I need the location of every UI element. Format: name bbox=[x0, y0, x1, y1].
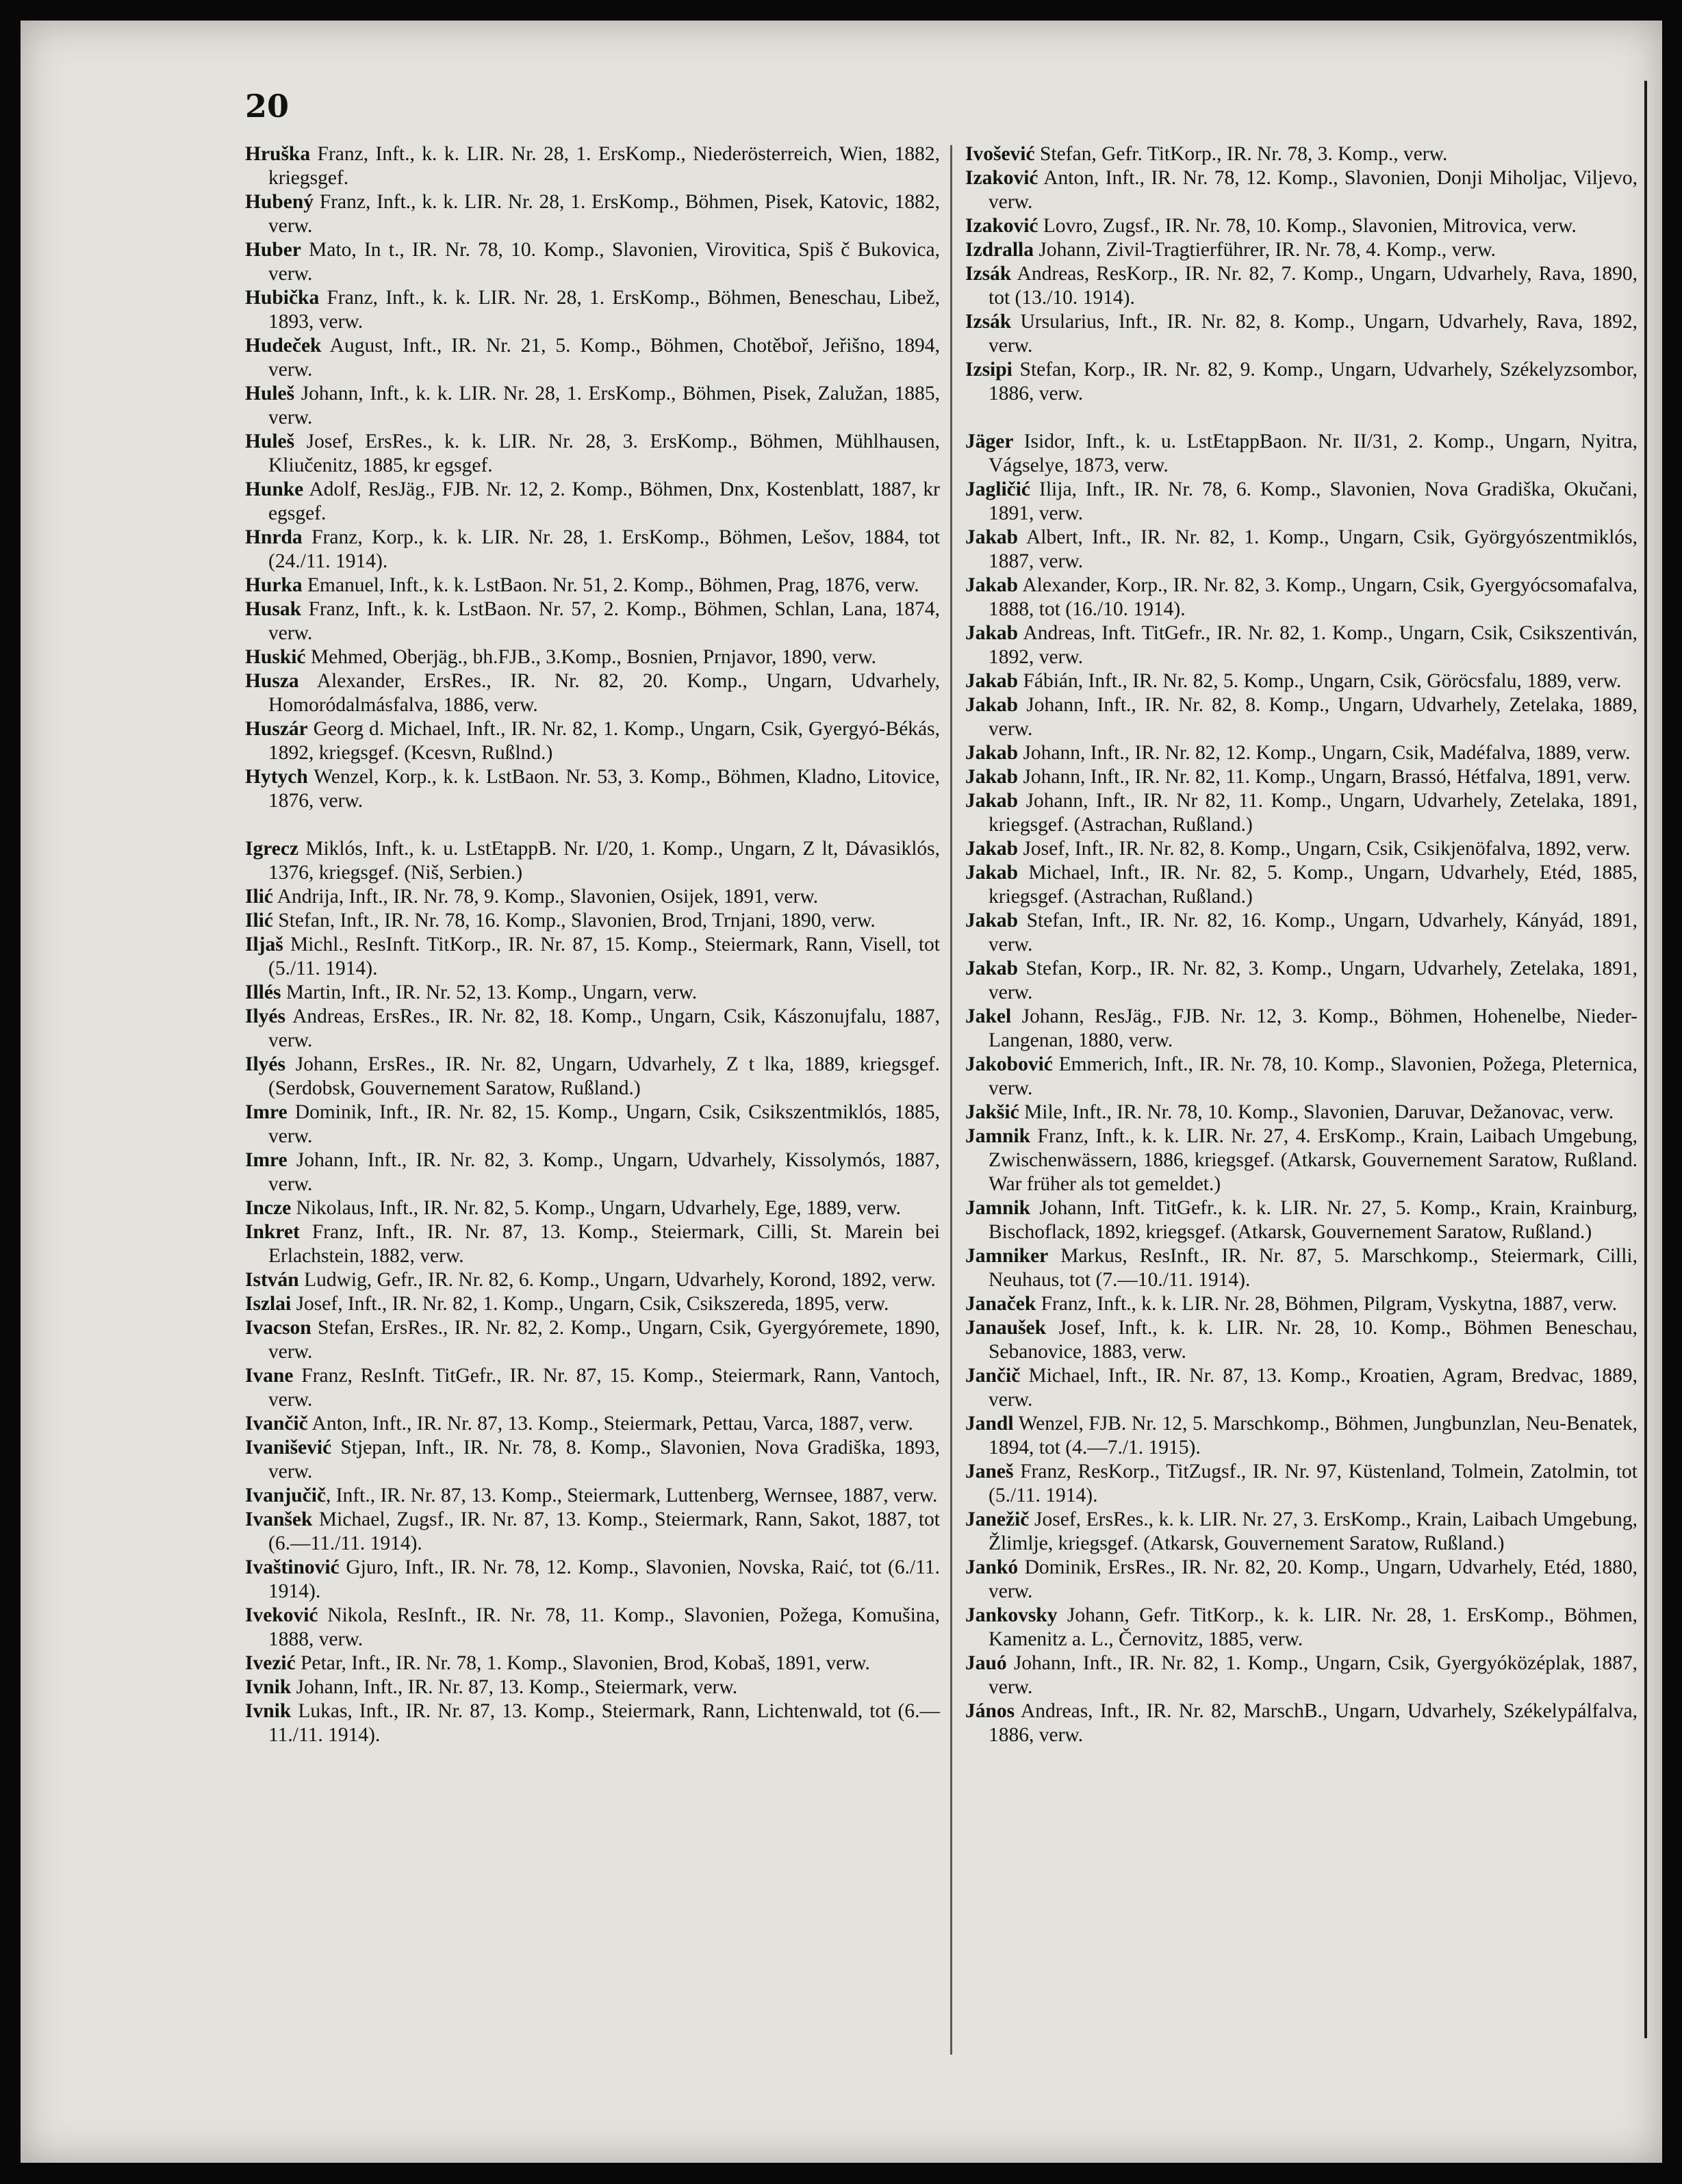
casualty-entry bbox=[965, 1699, 1638, 1747]
entry-surname: Hnrda bbox=[245, 526, 303, 548]
entry-surname: Imre bbox=[245, 1149, 288, 1171]
casualty-entry bbox=[965, 1053, 1638, 1101]
entry-surname: Iszlai bbox=[245, 1293, 292, 1315]
casualty-entry bbox=[245, 142, 940, 190]
entry-details: Andrija, Inft., IR. Nr. 78, 9. Komp., Slavonien, Osijek, 1891, verw. bbox=[272, 886, 819, 908]
entry-details: Michael, Zugsf., IR. Nr. 87, 13. Komp., Steiermark, Rann, Sakot, 1887, tot (6.—11./11. 1914). bbox=[268, 1508, 940, 1554]
entry-surname: Ivnik bbox=[245, 1700, 292, 1722]
entry-surname: Jančič bbox=[965, 1365, 1021, 1387]
entry-surname: Jakab bbox=[965, 862, 1019, 884]
casualty-entry bbox=[245, 1268, 940, 1292]
entry-surname: Jakab bbox=[965, 622, 1019, 644]
entry-surname: Izsák bbox=[965, 311, 1012, 333]
entry-surname: Ivnik bbox=[245, 1676, 292, 1698]
entry-surname: Jakobović bbox=[965, 1053, 1053, 1075]
entry-details: Adolf, ResJäg., FJB. Nr. 12, 2. Komp., Böhmen, Dnx, Kostenblatt, 1887, kr egsgef. bbox=[268, 478, 940, 524]
casualty-entry bbox=[245, 909, 940, 933]
casualty-entry bbox=[245, 1604, 940, 1652]
entry-surname: Ivančič bbox=[245, 1413, 308, 1435]
casualty-entry bbox=[245, 981, 940, 1005]
casualty-entry bbox=[245, 382, 940, 430]
casualty-entry bbox=[245, 1436, 940, 1484]
entry-details: Franz, Korp., k. k. LIR. Nr. 28, 1. ErsKomp., Böhmen, Lešov, 1884, tot (24./11. 1914). bbox=[268, 526, 940, 572]
casualty-entry bbox=[965, 1460, 1638, 1508]
casualty-entry bbox=[245, 430, 940, 478]
entry-details: Franz, Inft., k. k. LIR. Nr. 28, Böhmen, Pilgram, Vyskytna, 1887, verw. bbox=[1036, 1293, 1618, 1315]
casualty-entry bbox=[245, 837, 940, 885]
casualty-entry bbox=[245, 1220, 940, 1268]
casualty-entry bbox=[245, 1005, 940, 1053]
casualty-entry bbox=[245, 1364, 940, 1412]
entry-surname: Hurka bbox=[245, 574, 303, 596]
casualty-entry bbox=[965, 1316, 1638, 1364]
entry-surname: Ivacson bbox=[245, 1317, 311, 1339]
entry-details: Franz, ResKorp., TitZugsf., IR. Nr. 97, Küstenland, Tolmein, Zatolmin, tot (5./11. 1914). bbox=[989, 1461, 1638, 1506]
casualty-entry bbox=[245, 238, 940, 286]
entry-surname: Ivane bbox=[245, 1365, 294, 1387]
casualty-entry bbox=[965, 741, 1638, 765]
entry-surname: Iveković bbox=[245, 1604, 318, 1626]
entry-surname: Jamnik bbox=[965, 1125, 1031, 1147]
entry-details: Markus, ResInft., IR. Nr. 87, 5. Marschkomp., Steiermark, Cilli, Neuhaus, tot (7.—10./11. 1914). bbox=[989, 1245, 1638, 1291]
casualty-entry bbox=[245, 598, 940, 645]
entry-details: Lukas, Inft., IR. Nr. 87, 13. Komp., Steiermark, Rann, Lichtenwald, tot (6.—11./11. 1914). bbox=[268, 1700, 940, 1746]
entry-details: Mile, Inft., IR. Nr. 78, 10. Komp., Slavonien, Daruvar, Dežanovac, verw. bbox=[1019, 1101, 1614, 1123]
entry-details: Anton, Inft., IR. Nr. 87, 13. Komp., Steiermark, Pettau, Varca, 1887, verw. bbox=[307, 1413, 913, 1435]
entry-details: Georg d. Michael, Inft., IR. Nr. 82, 1. Komp., Ungarn, Csik, Gyergyó-Békás, 1892, kriegsgef. (Kcesvn, Rußlnd.) bbox=[268, 718, 940, 764]
entry-surname: Hruška bbox=[245, 143, 311, 165]
entry-details: Johann, Inft., IR. Nr 82, 11. Komp., Ungarn, Udvarhely, Zetelaka, 1891, kriegsgef. (Astrachan, Rußland.) bbox=[989, 790, 1638, 836]
casualty-entry bbox=[965, 238, 1638, 262]
casualty-entry bbox=[965, 1364, 1638, 1412]
entry-surname: Husak bbox=[245, 598, 301, 620]
casualty-entry bbox=[245, 765, 940, 813]
entry-details: Emmerich, Inft., IR. Nr. 78, 10. Komp., Slavonien, Požega, Pleternica, verw. bbox=[989, 1053, 1638, 1099]
entry-details: Ilija, Inft., IR. Nr. 78, 6. Komp., Slavonien, Nova Gradiška, Okučani, 1891, verw. bbox=[989, 478, 1638, 524]
entry-surname: Ilić bbox=[245, 910, 273, 932]
entry-details: Stefan, Korp., IR. Nr. 82, 9. Komp., Ungarn, Udvarhely, Székelyzsombor, 1886, verw. bbox=[989, 359, 1638, 404]
casualty-entry bbox=[965, 1244, 1638, 1292]
entry-details: Anton, Inft., IR. Nr. 78, 12. Komp., Slavonien, Donji Miholjac, Viljevo, verw. bbox=[989, 167, 1638, 213]
entry-surname: Hubený bbox=[245, 191, 314, 213]
entry-details: Johann, Inft., IR. Nr. 82, 11. Komp., Ungarn, Brassó, Hétfalva, 1891, verw. bbox=[1018, 766, 1631, 788]
entry-details: Nikola, ResInft., IR. Nr. 78, 11. Komp., Slavonien, Požega, Komušina, 1888, verw. bbox=[268, 1604, 940, 1650]
entry-details: , Inft., IR. Nr. 87, 13. Komp., Steiermark, Luttenberg, Wernsee, 1887, verw. bbox=[326, 1485, 938, 1506]
entry-surname: Jankovsky bbox=[965, 1604, 1058, 1626]
entry-details: Miklós, Inft., k. u. LstEtappB. Nr. I/20, 1. Komp., Ungarn, Z lt, Dávasiklós, 1376, kriegsgef. (Niš, Serbien.) bbox=[268, 838, 940, 884]
casualty-entry bbox=[245, 717, 940, 765]
entry-details: Josef, ErsRes., k. k. LIR. Nr. 27, 3. ErsKomp., Krain, Laibach Umgebung, Žlimlje, kriegsgef. (Atkarsk, Gouvernement Saratow, Rußland.) bbox=[989, 1508, 1638, 1554]
entry-details: Johann, Inft. TitGefr., k. k. LIR. Nr. 27, 5. Komp., Krain, Krainburg, Bischoflack, 1892, kriegsgef. (Atkarsk, Gouvernement Saratow, Rußland.) bbox=[989, 1197, 1638, 1243]
entry-surname: Jakab bbox=[965, 694, 1019, 716]
entry-surname: Janaušek bbox=[965, 1317, 1047, 1339]
entry-surname: Jakab bbox=[965, 910, 1019, 932]
entry-surname: Jagličić bbox=[965, 478, 1031, 500]
casualty-entry bbox=[245, 574, 940, 598]
entry-details: Ursularius, Inft., IR. Nr. 82, 8. Komp., Ungarn, Udvarhely, Rava, 1892, verw. bbox=[989, 311, 1638, 357]
entry-details: Wenzel, Korp., k. k. LstBaon. Nr. 53, 3. Komp., Böhmen, Kladno, Litovice, 1876, verw. bbox=[268, 766, 940, 812]
casualty-entry bbox=[965, 1101, 1638, 1125]
casualty-entry bbox=[965, 837, 1638, 861]
casualty-entry bbox=[965, 358, 1638, 406]
entry-details: Isidor, Inft., k. u. LstEtappBaon. Nr. II/31, 2. Komp., Ungarn, Nyitra, Vágselye, 1873, verw. bbox=[989, 431, 1638, 476]
entry-details: Martin, Inft., IR. Nr. 52, 13. Komp., Ungarn, verw. bbox=[281, 981, 698, 1003]
entry-surname: Jakab bbox=[965, 742, 1019, 764]
entry-details: Johann, ErsRes., IR. Nr. 82, Ungarn, Udvarhely, Z t lka, 1889, kriegsgef. (Serdobsk, Gouvernement Saratow, Rußland.) bbox=[268, 1053, 940, 1099]
entry-surname: Izsipi bbox=[965, 359, 1012, 381]
entry-surname: Hytych bbox=[245, 766, 308, 788]
entry-details: Johann, Inft., IR. Nr. 82, 1. Komp., Ungarn, Csik, Gyergyóközéplak, 1887, verw. bbox=[989, 1652, 1638, 1698]
casualty-entry bbox=[245, 478, 940, 526]
entry-details: Alexander, ErsRes., IR. Nr. 82, 20. Komp., Ungarn, Udvarhely, Homoródalmásfalva, 1886, verw. bbox=[268, 670, 940, 716]
entry-details: Stjepan, Inft., IR. Nr. 78, 8. Komp., Slavonien, Nova Gradiška, 1893, verw. bbox=[268, 1437, 940, 1482]
entry-details: Josef, Inft., IR. Nr. 82, 8. Komp., Ungarn, Csik, Csikjenöfalva, 1892, verw. bbox=[1018, 838, 1631, 860]
entry-surname: Jankó bbox=[965, 1556, 1019, 1578]
entry-details: Michael, Inft., IR. Nr. 82, 5. Komp., Ungarn, Udvarhely, Etéd, 1885, kriegsgef. (Astrachan, Rußland.) bbox=[989, 862, 1638, 908]
casualty-entry bbox=[965, 214, 1638, 238]
entry-surname: István bbox=[245, 1269, 299, 1291]
entry-details: Stefan, Gefr. TitKorp., IR. Nr. 78, 3. Komp., verw. bbox=[1034, 143, 1448, 165]
casualty-entry bbox=[245, 1699, 940, 1747]
right-column bbox=[965, 142, 1638, 1747]
casualty-entry bbox=[965, 621, 1638, 669]
entry-details: Josef, ErsRes., k. k. LIR. Nr. 28, 3. ErsKomp., Böhmen, Mühlhausen, Kliučenitz, 1885, kr egsgef. bbox=[268, 431, 940, 476]
entry-surname: Jauó bbox=[965, 1652, 1007, 1674]
casualty-entry bbox=[245, 1508, 940, 1556]
entry-surname: Jakab bbox=[965, 958, 1019, 979]
entry-details: Josef, Inft., k. k. LIR. Nr. 28, 10. Komp., Böhmen Beneschau, Sebanovice, 1883, verw. bbox=[989, 1317, 1638, 1363]
entry-surname: Incze bbox=[245, 1197, 292, 1219]
entry-details: Emanuel, Inft., k. k. LstBaon. Nr. 51, 2. Komp., Böhmen, Prag, 1876, verw. bbox=[302, 574, 919, 596]
entry-surname: Inkret bbox=[245, 1221, 300, 1243]
entry-surname: Huleš bbox=[245, 431, 295, 452]
entry-details: Franz, Inft., k. k. LstBaon. Nr. 57, 2. Komp., Böhmen, Schlan, Lana, 1874, verw. bbox=[268, 598, 940, 644]
entry-details: Lovro, Zugsf., IR. Nr. 78, 10. Komp., Slavonien, Mitrovica, verw. bbox=[1038, 215, 1577, 237]
right-edge-rule bbox=[1644, 81, 1647, 2038]
casualty-entry bbox=[965, 693, 1638, 741]
entry-surname: Ivaštinović bbox=[245, 1556, 340, 1578]
casualty-entry bbox=[245, 334, 940, 382]
entry-details: Johann, Inft., IR. Nr. 82, 8. Komp., Ungarn, Udvarhely, Zetelaka, 1889, verw. bbox=[989, 694, 1638, 740]
casualty-entry bbox=[245, 645, 940, 669]
page-number: 20 bbox=[245, 88, 290, 125]
entry-details: Franz, ResInft. TitGefr., IR. Nr. 87, 15. Komp., Steiermark, Rann, Vantoch, verw. bbox=[268, 1365, 940, 1411]
entry-details: Dominik, Inft., IR. Nr. 82, 15. Komp., Ungarn, Csik, Csikszentmiklós, 1885, verw. bbox=[268, 1101, 940, 1147]
entry-details: Franz, Inft., k. k. LIR. Nr. 27, 4. ErsKomp., Krain, Laibach Umgebung, Zwischenwässern, 1886, kriegsgef. (Atkarsk, Gouvernement Saratow, Rußland. War früher als tot gemeldet.) bbox=[989, 1125, 1638, 1195]
entry-details: Josef, Inft., IR. Nr. 82, 1. Komp., Ungarn, Csik, Csikszereda, 1895, verw. bbox=[291, 1293, 889, 1315]
entry-surname: Ilić bbox=[245, 886, 273, 908]
casualty-entry bbox=[965, 765, 1638, 789]
casualty-entry bbox=[965, 574, 1638, 621]
entry-surname: Ilyés bbox=[245, 1005, 285, 1027]
entry-surname: János bbox=[965, 1700, 1015, 1722]
casualty-entry bbox=[245, 190, 940, 238]
entry-surname: Jakab bbox=[965, 766, 1019, 788]
entry-details: Johann, Inft., k. k. LIR. Nr. 28, 1. ErsKomp., Böhmen, Pisek, Zalužan, 1885, verw. bbox=[268, 383, 940, 428]
entry-surname: Jakab bbox=[965, 838, 1019, 860]
entry-surname: Illés bbox=[245, 981, 281, 1003]
entry-details: Michael, Inft., IR. Nr. 87, 13. Komp., Kroatien, Agram, Bredvac, 1889, verw. bbox=[989, 1365, 1638, 1411]
casualty-entry bbox=[245, 1148, 940, 1196]
casualty-entry bbox=[965, 1292, 1638, 1316]
entry-details: Gjuro, Inft., IR. Nr. 78, 12. Komp., Slavonien, Novska, Raić, tot (6./11. 1914). bbox=[268, 1556, 940, 1602]
entry-surname: Janeš bbox=[965, 1461, 1014, 1482]
entry-details: Johann, Inft., IR. Nr. 82, 12. Komp., Ungarn, Csik, Madéfalva, 1889, verw. bbox=[1018, 742, 1631, 764]
casualty-entry bbox=[965, 957, 1638, 1005]
casualty-entry bbox=[965, 669, 1638, 693]
casualty-entry bbox=[965, 142, 1638, 166]
entry-surname: Ivanšek bbox=[245, 1508, 313, 1530]
entry-details: Alexander, Korp., IR. Nr. 82, 3. Komp., Ungarn, Csik, Gyergyócsomafalva, 1888, tot (16./10. 1914). bbox=[989, 574, 1638, 620]
entry-surname: Izsák bbox=[965, 263, 1012, 285]
casualty-entry bbox=[965, 1196, 1638, 1244]
entry-surname: Huskić bbox=[245, 646, 306, 668]
entry-surname: Jakel bbox=[965, 1005, 1012, 1027]
entry-surname: Hudeček bbox=[245, 335, 322, 357]
entry-details: Mato, In t., IR. Nr. 78, 10. Komp., Slavonien, Virovitica, Spiš č Bukovica, verw. bbox=[268, 239, 940, 285]
entry-surname: Izaković bbox=[965, 215, 1038, 237]
entry-surname: Huber bbox=[245, 239, 301, 261]
entry-details: Fábián, Inft., IR. Nr. 82, 5. Komp., Ungarn, Csik, Göröcsfalu, 1889, verw. bbox=[1018, 670, 1622, 692]
casualty-entry bbox=[965, 909, 1638, 957]
entry-details: Johann, ResJäg., FJB. Nr. 12, 3. Komp., Böhmen, Hohenelbe, Nieder-Langenan, 1880, verw. bbox=[989, 1005, 1638, 1051]
entry-details: Franz, Inft., IR. Nr. 87, 13. Komp., Steiermark, Cilli, St. Marein bei Erlachstein, 1882, verw. bbox=[268, 1221, 940, 1267]
entry-details: Franz, Inft., k. k. LIR. Nr. 28, 1. ErsKomp., Niederösterreich, Wien, 1882, kriegsgef. bbox=[268, 143, 940, 189]
entry-details: Ludwig, Gefr., IR. Nr. 82, 6. Komp., Ungarn, Udvarhely, Korond, 1892, verw. bbox=[298, 1269, 936, 1291]
entry-surname: Huszár bbox=[245, 718, 308, 740]
entry-details: Michl., ResInft. TitKorp., IR. Nr. 87, 15. Komp., Steiermark, Rann, Visell, tot (5./11. 1914). bbox=[268, 934, 940, 979]
entry-details: Johann, Inft., IR. Nr. 87, 13. Komp., Steiermark, verw. bbox=[291, 1676, 738, 1698]
casualty-entry bbox=[965, 478, 1638, 526]
entry-details: Petar, Inft., IR. Nr. 78, 1. Komp., Slavonien, Brod, Kobaš, 1891, verw. bbox=[295, 1652, 870, 1674]
casualty-entry bbox=[965, 1005, 1638, 1053]
entry-surname: Huleš bbox=[245, 383, 295, 404]
entry-details: Andreas, Inft. TitGefr., IR. Nr. 82, 1. Komp., Ungarn, Csik, Csikszentiván, 1892, verw. bbox=[989, 622, 1638, 668]
entry-surname: Jakab bbox=[965, 790, 1019, 812]
entry-surname: Igrecz bbox=[245, 838, 299, 860]
casualty-entry bbox=[245, 1652, 940, 1675]
casualty-entry bbox=[965, 1556, 1638, 1604]
casualty-entry bbox=[245, 1675, 940, 1699]
casualty-entry bbox=[965, 310, 1638, 358]
casualty-entry bbox=[245, 1412, 940, 1436]
entry-surname: Jamnik bbox=[965, 1197, 1031, 1219]
casualty-entry bbox=[245, 286, 940, 334]
entry-details: Johann, Inft., IR. Nr. 82, 3. Komp., Ungarn, Udvarhely, Kissolymós, 1887, verw. bbox=[268, 1149, 940, 1195]
entry-details: Stefan, Korp., IR. Nr. 82, 3. Komp., Ungarn, Udvarhely, Zetelaka, 1891, verw. bbox=[989, 958, 1638, 1003]
entry-surname: Izaković bbox=[965, 167, 1038, 189]
casualty-entry bbox=[965, 430, 1638, 478]
entry-details: Stefan, Inft., IR. Nr. 78, 16. Komp., Slavonien, Brod, Trnjani, 1890, verw. bbox=[272, 910, 876, 932]
casualty-entry bbox=[245, 1053, 940, 1101]
entry-surname: Hunke bbox=[245, 478, 304, 500]
casualty-entry bbox=[245, 669, 940, 717]
entry-surname: Jakšić bbox=[965, 1101, 1019, 1123]
casualty-entry bbox=[245, 526, 940, 574]
entry-details: Andreas, ErsRes., IR. Nr. 82, 18. Komp., Ungarn, Csik, Kászonujfalu, 1887, verw. bbox=[268, 1005, 940, 1051]
entry-surname: Jakab bbox=[965, 574, 1019, 596]
entry-surname: Ilyés bbox=[245, 1053, 285, 1075]
casualty-entry bbox=[245, 885, 940, 909]
entry-details: Johann, Gefr. TitKorp., k. k. LIR. Nr. 28, 1. ErsKomp., Böhmen, Kamenitz a. L., Černovitz, 1885, verw. bbox=[989, 1604, 1638, 1650]
column-divider bbox=[950, 145, 952, 2055]
casualty-entry bbox=[965, 1412, 1638, 1460]
entry-surname: Husza bbox=[245, 670, 299, 692]
entry-surname: Ivošević bbox=[965, 143, 1035, 165]
casualty-entry bbox=[965, 526, 1638, 574]
entry-details: Nikolaus, Inft., IR. Nr. 82, 5. Komp., Ungarn, Udvarhely, Ege, 1889, verw. bbox=[291, 1197, 902, 1219]
casualty-entry bbox=[965, 1125, 1638, 1196]
entry-details: Franz, Inft., k. k. LIR. Nr. 28, 1. ErsKomp., Böhmen, Pisek, Katovic, 1882, verw. bbox=[268, 191, 940, 237]
casualty-entry bbox=[245, 1101, 940, 1148]
entry-surname: Jäger bbox=[965, 431, 1014, 452]
entry-surname: Jandl bbox=[965, 1413, 1014, 1435]
entry-surname: Ivanjučič bbox=[245, 1485, 326, 1506]
entry-surname: Hubička bbox=[245, 287, 320, 309]
entry-surname: Imre bbox=[245, 1101, 288, 1123]
entry-details: Wenzel, FJB. Nr. 12, 5. Marschkomp., Böhmen, Jungbunzlan, Neu-Benatek, 1894, tot (4.—7./1. 1915). bbox=[989, 1413, 1638, 1459]
entry-surname: Izdralla bbox=[965, 239, 1034, 261]
casualty-entry bbox=[245, 1196, 940, 1220]
entry-details: Dominik, ErsRes., IR. Nr. 82, 20. Komp., Ungarn, Udvarhely, Etéd, 1880, verw. bbox=[989, 1556, 1638, 1602]
entry-details: Andreas, ResKorp., IR. Nr. 82, 7. Komp., Ungarn, Udvarhely, Rava, 1890, tot (13./10. 1914). bbox=[989, 263, 1638, 309]
casualty-entry bbox=[965, 789, 1638, 837]
entry-details: Andreas, Inft., IR. Nr. 82, MarschB., Ungarn, Udvarhely, Székelypálfalva, 1886, verw. bbox=[989, 1700, 1638, 1746]
casualty-entry bbox=[245, 1556, 940, 1604]
casualty-entry bbox=[965, 166, 1638, 214]
casualty-entry bbox=[965, 1604, 1638, 1652]
entry-surname: Ivanišević bbox=[245, 1437, 332, 1459]
entry-details: Stefan, ErsRes., IR. Nr. 82, 2. Komp., Ungarn, Csik, Gyergyóremete, 1890, verw. bbox=[268, 1317, 940, 1363]
entry-details: Mehmed, Oberjäg., bh.FJB., 3.Komp., Bosnien, Prnjavor, 1890, verw. bbox=[305, 646, 877, 668]
casualty-entry bbox=[965, 861, 1638, 909]
entry-details: Albert, Inft., IR. Nr. 82, 1. Komp., Ungarn, Csik, Györgyószentmiklós, 1887, verw. bbox=[989, 526, 1638, 572]
casualty-entry bbox=[965, 1652, 1638, 1699]
casualty-entry bbox=[965, 1508, 1638, 1556]
entry-details: August, Inft., IR. Nr. 21, 5. Komp., Böhmen, Chotěboř, Jeřišno, 1894, verw. bbox=[268, 335, 940, 381]
casualty-entry bbox=[245, 1484, 940, 1508]
entry-surname: Ivezić bbox=[245, 1652, 296, 1674]
entry-surname: Janežič bbox=[965, 1508, 1030, 1530]
entry-details: Stefan, Inft., IR. Nr. 82, 16. Komp., Ungarn, Udvarhely, Kányád, 1891, verw. bbox=[989, 910, 1638, 955]
casualty-entry bbox=[245, 933, 940, 981]
entry-surname: Jakab bbox=[965, 670, 1019, 692]
entry-details: Franz, Inft., k. k. LIR. Nr. 28, 1. ErsKomp., Böhmen, Beneschau, Libež, 1893, verw. bbox=[268, 287, 940, 333]
entry-surname: Jakab bbox=[965, 526, 1019, 548]
casualty-entry bbox=[965, 262, 1638, 310]
entry-details: Johann, Zivil-Tragtierführer, IR. Nr. 78, 4. Komp., verw. bbox=[1033, 239, 1496, 261]
entry-surname: Iljaš bbox=[245, 934, 283, 955]
entry-surname: Jamniker bbox=[965, 1245, 1049, 1267]
casualty-entry bbox=[245, 1292, 940, 1316]
left-column bbox=[245, 142, 940, 1747]
casualty-entry bbox=[245, 1316, 940, 1364]
entry-surname: Janaček bbox=[965, 1293, 1036, 1315]
